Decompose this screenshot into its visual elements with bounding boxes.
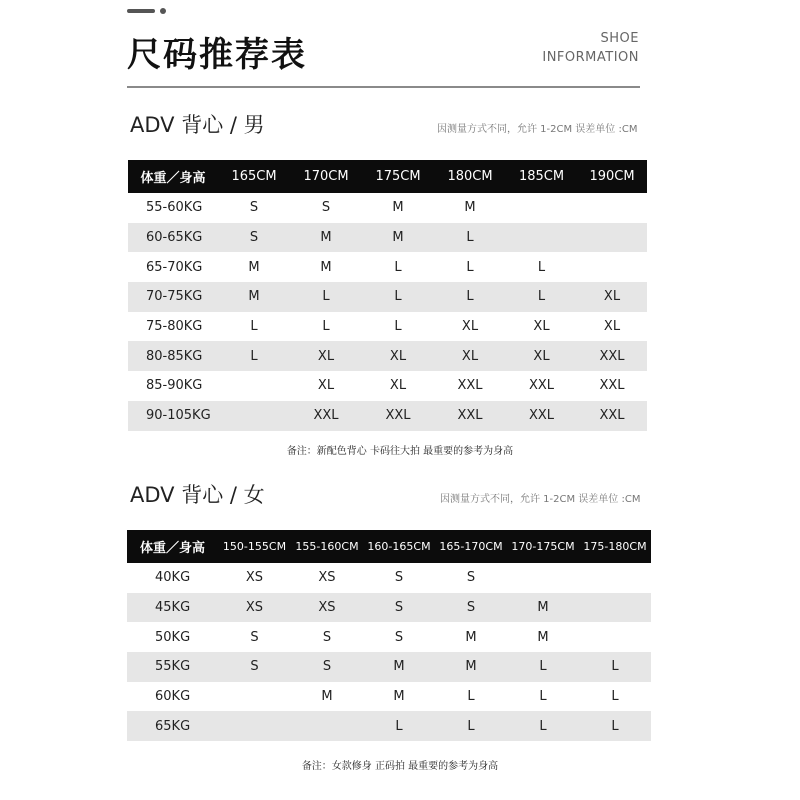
size-cell — [579, 563, 651, 593]
size-cell: M — [218, 252, 290, 282]
size-cell: M — [290, 223, 362, 253]
female-measure-note: 因测量方式不同，允许 1-2CM 误差单位 :CM — [440, 494, 641, 505]
size-cell: S — [363, 563, 435, 593]
size-cell: XXL — [506, 371, 577, 401]
size-cell: S — [435, 593, 507, 623]
info-line-2: INFORMATION — [542, 50, 639, 65]
size-cell: S — [290, 193, 362, 223]
weight-cell: 75-80KG — [128, 312, 218, 342]
size-cell: S — [218, 652, 291, 682]
table-row — [127, 593, 651, 623]
size-cell — [579, 593, 651, 623]
weight-cell: 70-75KG — [128, 282, 218, 312]
size-cell: XL — [362, 371, 434, 401]
size-cell: S — [218, 223, 290, 253]
size-cell: XS — [218, 593, 291, 623]
table-row — [128, 223, 647, 253]
header-weight-height: 体重／身高 — [128, 160, 218, 193]
table-row — [128, 252, 647, 282]
size-cell — [218, 711, 291, 741]
weight-cell: 50KG — [127, 622, 218, 652]
size-cell: L — [579, 652, 651, 682]
size-cell: S — [363, 593, 435, 623]
size-cell: L — [506, 282, 577, 312]
size-cell: L — [434, 223, 506, 253]
size-cell: XL — [290, 371, 362, 401]
size-cell: M — [435, 652, 507, 682]
size-cell — [218, 371, 290, 401]
weight-cell: 60-65KG — [128, 223, 218, 253]
male-measure-note: 因测量方式不同，允许 1-2CM 误差单位 :CM — [437, 124, 638, 135]
size-cell: S — [435, 563, 507, 593]
size-cell: M — [435, 622, 507, 652]
size-cell — [218, 401, 290, 431]
size-cell: L — [507, 682, 579, 712]
size-cell: XXL — [362, 401, 434, 431]
header-height-3: 160-165CM — [363, 530, 435, 563]
header-height-5: 170-175CM — [507, 530, 579, 563]
decor-bar — [127, 9, 155, 13]
table-row — [127, 711, 651, 741]
size-cell: XL — [506, 341, 577, 371]
size-cell: XS — [291, 593, 363, 623]
size-cell: L — [290, 312, 362, 342]
size-cell: M — [291, 682, 363, 712]
table-row — [127, 622, 651, 652]
size-cell: XXL — [577, 371, 647, 401]
size-cell: M — [507, 622, 579, 652]
size-cell: L — [362, 312, 434, 342]
size-cell: M — [218, 282, 290, 312]
size-cell: XS — [218, 563, 291, 593]
weight-cell: 45KG — [127, 593, 218, 623]
size-cell: XL — [290, 341, 362, 371]
weight-cell: 65KG — [127, 711, 218, 741]
size-cell — [577, 223, 647, 253]
table-row — [127, 682, 651, 712]
female-size-table — [127, 530, 651, 741]
weight-cell: 40KG — [127, 563, 218, 593]
size-cell: S — [291, 622, 363, 652]
size-cell: XL — [434, 341, 506, 371]
size-cell: M — [363, 682, 435, 712]
header-height-2: 170CM — [290, 160, 362, 193]
table-row — [128, 371, 647, 401]
header-height-1: 165CM — [218, 160, 290, 193]
shoe-information-label — [542, 29, 639, 67]
size-cell: L — [507, 652, 579, 682]
size-cell: XXL — [434, 371, 506, 401]
header-height-3: 175CM — [362, 160, 434, 193]
info-line-1: SHOE — [600, 31, 639, 46]
weight-cell: 80-85KG — [128, 341, 218, 371]
header-height-2: 155-160CM — [291, 530, 363, 563]
female-remark: 备注：女款修身 正码拍 最重要的参考为身高 — [301, 761, 499, 772]
header-height-6: 190CM — [577, 160, 647, 193]
weight-cell: 55-60KG — [128, 193, 218, 223]
size-cell: L — [362, 252, 434, 282]
size-cell: XXL — [506, 401, 577, 431]
size-cell — [577, 252, 647, 282]
header-divider — [127, 86, 640, 88]
male-remark: 备注：新配色背心 卡码往大拍 最重要的参考为身高 — [286, 446, 514, 457]
size-cell: S — [291, 652, 363, 682]
header-height-1: 150-155CM — [218, 530, 291, 563]
weight-cell: 60KG — [127, 682, 218, 712]
size-cell: XS — [291, 563, 363, 593]
female-section-title: ADV 背心 / 女 — [130, 483, 265, 507]
size-cell: S — [218, 193, 290, 223]
header-height-6: 175-180CM — [579, 530, 651, 563]
male-size-table — [128, 160, 647, 431]
size-cell — [579, 622, 651, 652]
size-cell — [506, 193, 577, 223]
size-cell: L — [362, 282, 434, 312]
size-cell: L — [507, 711, 579, 741]
size-cell: XXL — [577, 341, 647, 371]
table-row — [127, 563, 651, 593]
size-cell — [506, 223, 577, 253]
male-section-title: ADV 背心 / 男 — [130, 113, 265, 137]
size-cell — [218, 682, 291, 712]
male-header-row — [128, 160, 647, 193]
weight-cell: 55KG — [127, 652, 218, 682]
decor-dot — [160, 8, 166, 14]
header-height-5: 185CM — [506, 160, 577, 193]
size-cell: M — [434, 193, 506, 223]
table-row — [128, 401, 647, 431]
size-cell: XL — [577, 282, 647, 312]
size-cell: M — [507, 593, 579, 623]
table-row — [128, 312, 647, 342]
female-header-row — [127, 530, 651, 563]
size-cell: L — [435, 682, 507, 712]
male-table-body — [128, 193, 647, 431]
size-cell: L — [290, 282, 362, 312]
size-cell: XL — [506, 312, 577, 342]
size-cell: XXL — [290, 401, 362, 431]
header-weight-height: 体重／身高 — [127, 530, 218, 563]
table-row — [128, 193, 647, 223]
size-cell: L — [434, 282, 506, 312]
female-table-body — [127, 563, 651, 741]
header-height-4: 180CM — [434, 160, 506, 193]
size-cell: L — [506, 252, 577, 282]
size-cell — [507, 563, 579, 593]
page-title: 尺码推荐表 — [127, 35, 307, 75]
size-cell: S — [218, 622, 291, 652]
size-cell — [577, 193, 647, 223]
size-cell: M — [290, 252, 362, 282]
size-cell: XXL — [434, 401, 506, 431]
size-cell: S — [363, 622, 435, 652]
table-row — [128, 282, 647, 312]
size-cell — [291, 711, 363, 741]
size-cell: XL — [434, 312, 506, 342]
size-cell: L — [579, 711, 651, 741]
size-cell: L — [434, 252, 506, 282]
size-cell: XL — [577, 312, 647, 342]
weight-cell: 90-105KG — [128, 401, 218, 431]
table-row — [128, 341, 647, 371]
size-cell: M — [362, 223, 434, 253]
size-cell: XL — [362, 341, 434, 371]
weight-cell: 85-90KG — [128, 371, 218, 401]
size-cell: L — [218, 341, 290, 371]
size-cell: L — [363, 711, 435, 741]
size-cell: L — [435, 711, 507, 741]
size-cell: M — [362, 193, 434, 223]
weight-cell: 65-70KG — [128, 252, 218, 282]
size-cell: XXL — [577, 401, 647, 431]
header-height-4: 165-170CM — [435, 530, 507, 563]
table-row — [127, 652, 651, 682]
size-cell: M — [363, 652, 435, 682]
size-cell: L — [579, 682, 651, 712]
size-cell: L — [218, 312, 290, 342]
